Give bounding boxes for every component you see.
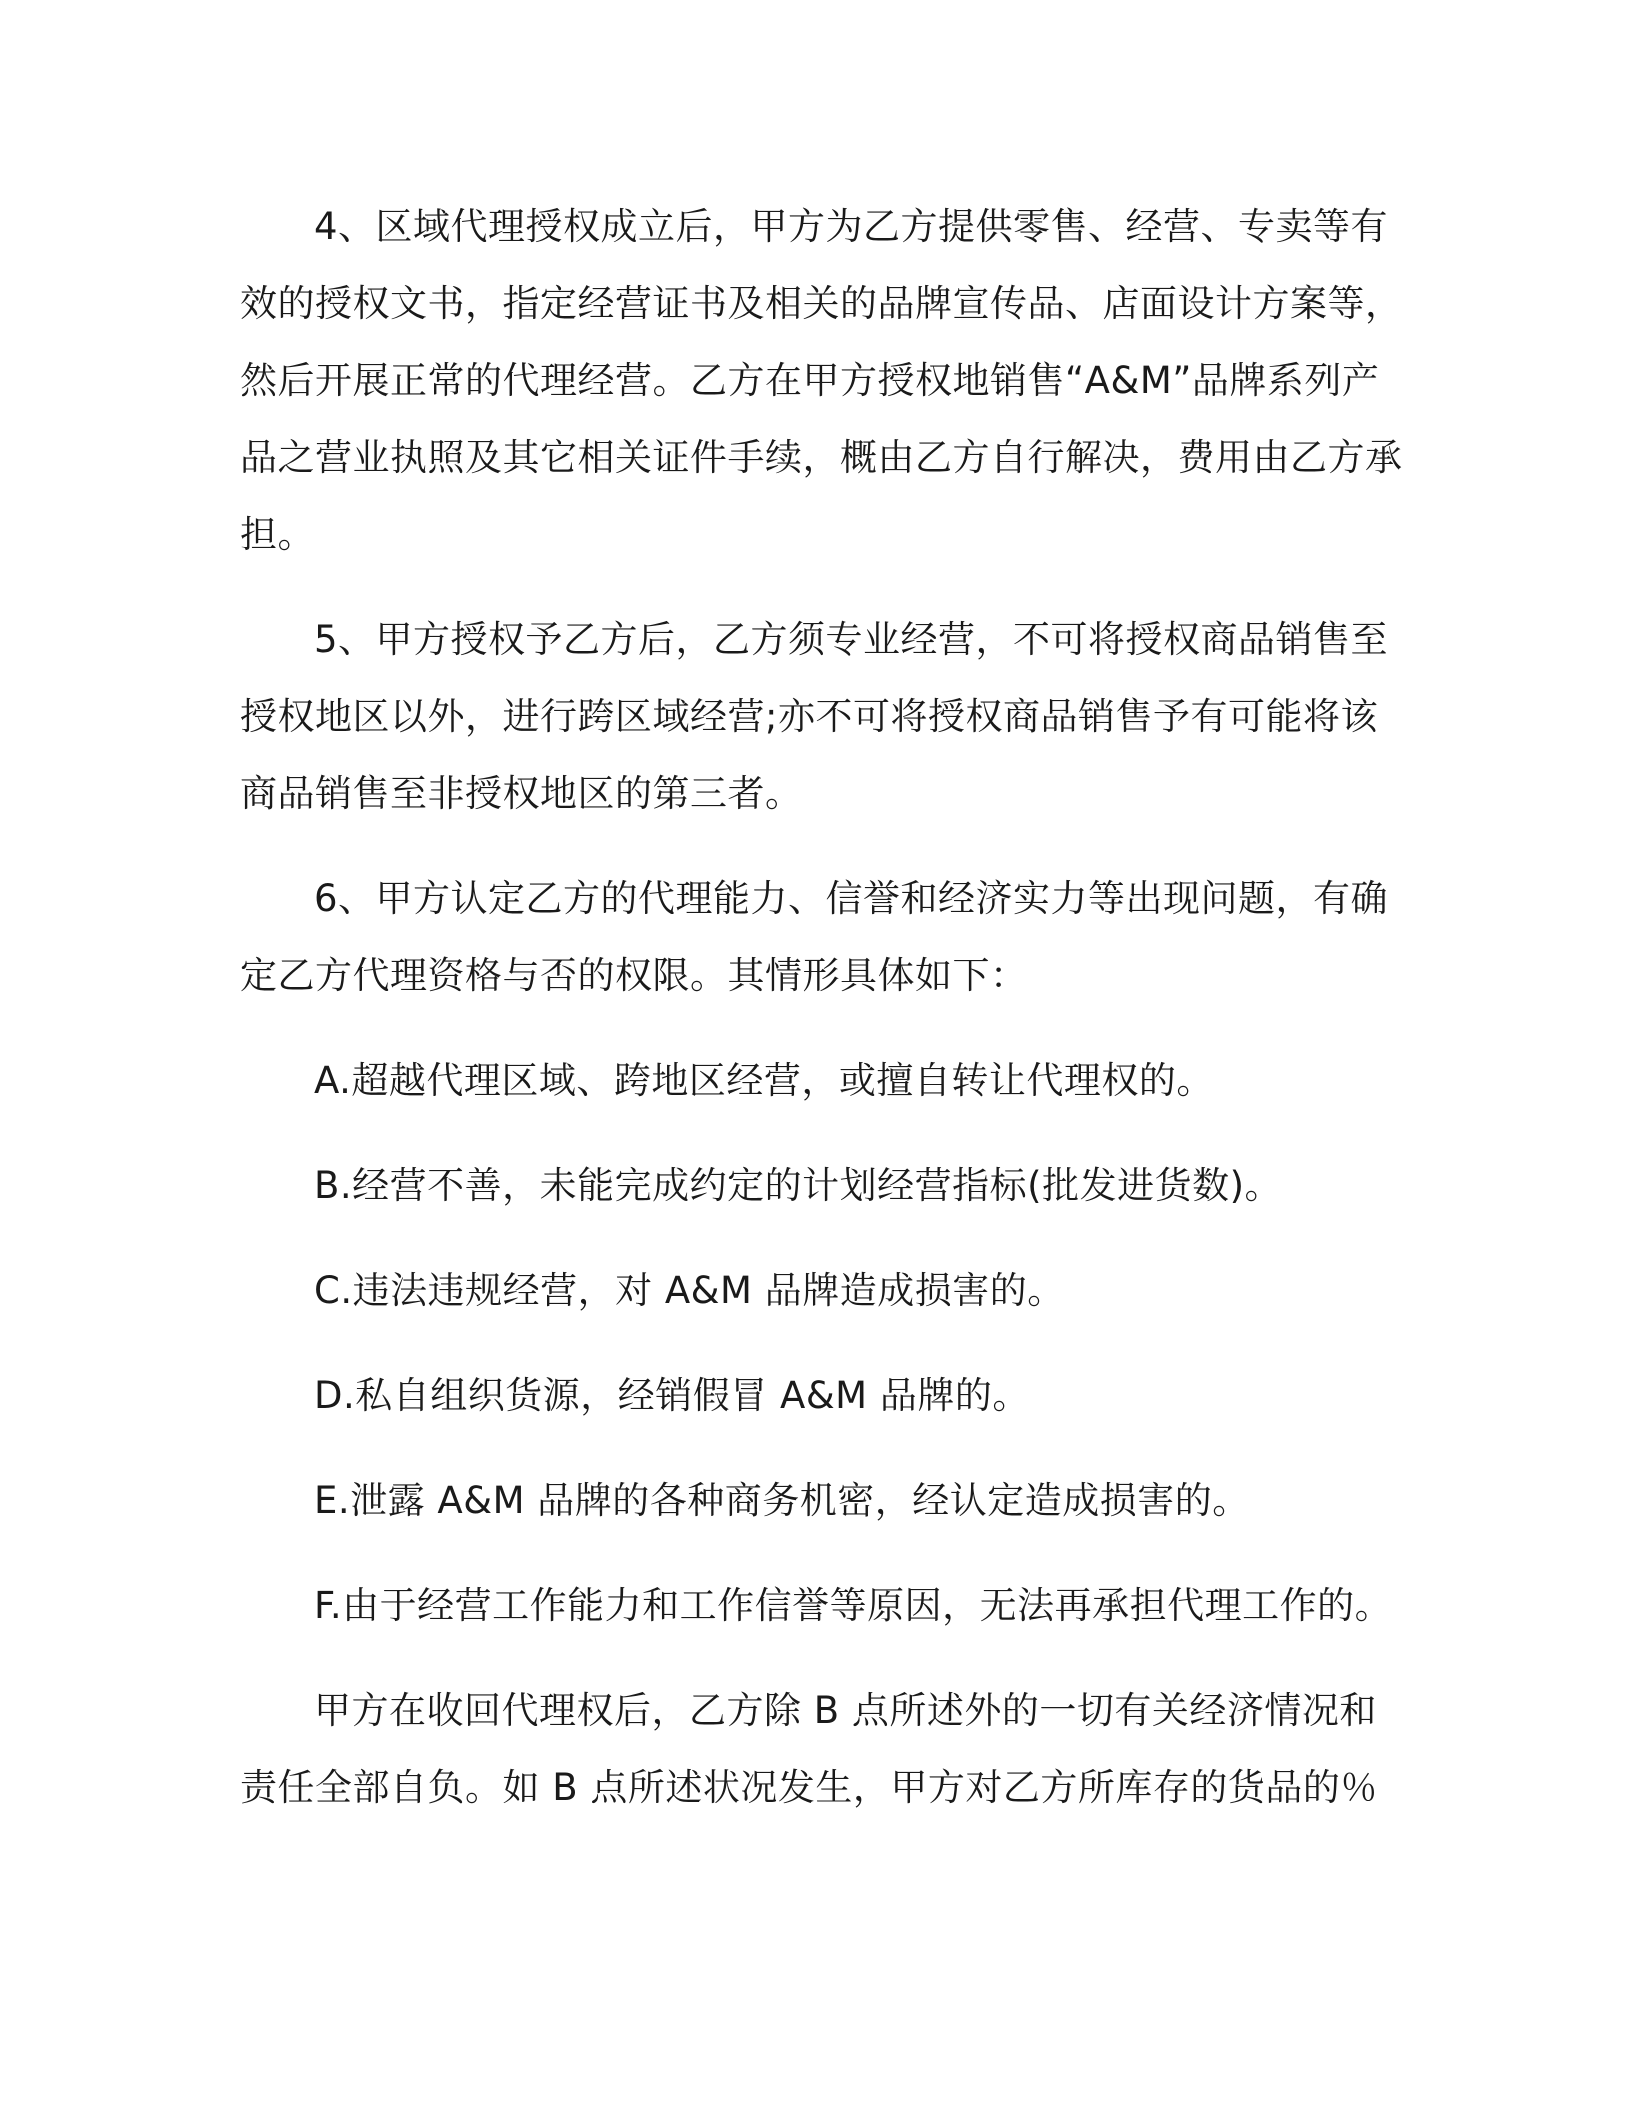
clause-6-paragraph: 6、甲方认定乙方的代理能力、信誉和经济实力等出现问题，有确定乙方代理资格与否的权限。其情形具体如下： — [240, 877, 1389, 997]
clause-6-item-e: E.泄露 A&M 品牌的各种商务机密，经认定造成损害的。 — [314, 1479, 1250, 1522]
clause-6-item-f: F.由于经营工作能力和工作信誉等原因，无法再承担代理工作的。 — [314, 1584, 1393, 1627]
clause-4-paragraph: 4、区域代理授权成立后，甲方为乙方提供零售、经营、专卖等有效的授权文书，指定经营证书及相关的品牌宣传品、店面设计方案等，然后开展正常的代理经营。乙方在甲方授权地销售“A&M”品牌系列产品之营业执照及其它相关证件手续，概由乙方自行解决，费用由乙方承担。 — [240, 205, 1403, 556]
clause-6-item-a: A.超越代理区域、跨地区经营，或擅自转让代理权的。 — [314, 1059, 1214, 1102]
closing-paragraph: 甲方在收回代理权后，乙方除 B 点所述外的一切有关经济情况和责任全部自负。如 B 点所述状况发生，甲方对乙方所库存的货品的％ — [240, 1689, 1378, 1809]
document-page — [240, 188, 1410, 1826]
clause-6-item-c: C.违法违规经营，对 A&M 品牌造成损害的。 — [314, 1269, 1065, 1312]
clause-6-item-d: D.私自组织货源，经销假冒 A&M 品牌的。 — [314, 1374, 1030, 1417]
clause-5-paragraph: 5、甲方授权予乙方后，乙方须专业经营，不可将授权商品销售至授权地区以外，进行跨区域经营;亦不可将授权商品销售予有可能将该商品销售至非授权地区的第三者。 — [240, 618, 1389, 815]
clause-6-item-b: B.经营不善，未能完成约定的计划经营指标(批发进货数)。 — [314, 1164, 1283, 1207]
